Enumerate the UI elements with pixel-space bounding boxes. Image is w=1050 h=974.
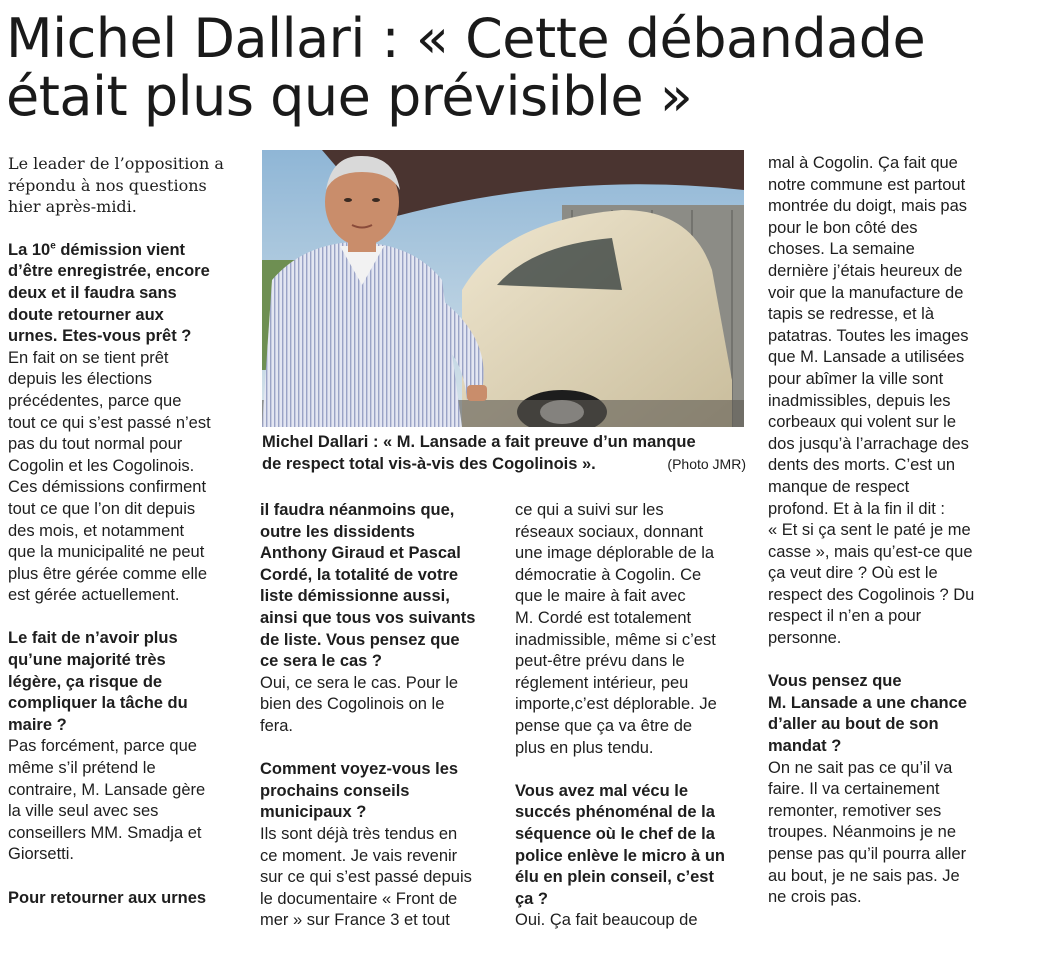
text-line: maire ? [8, 715, 67, 734]
text-line: même s’il prétend le [8, 759, 156, 778]
text-line: d’être enregistrée, encore [8, 262, 210, 281]
text-line: mal à Cogolin. Ça fait que [768, 154, 958, 172]
text-line: une image déplorable de la [515, 544, 715, 563]
text-line: Ils sont déjà très tendus en [260, 824, 458, 843]
question-2 [8, 628, 244, 736]
text-line: séquence où le chef de la [515, 824, 715, 843]
text-line: que le maire à fait avec [515, 587, 686, 606]
text-line: Cogolin et les Cogolinois. [8, 456, 195, 475]
answer-5-start [515, 910, 747, 932]
text-line: Ces démissions confirment [8, 478, 207, 497]
photo-illustration [262, 150, 744, 427]
article-headline [6, 7, 1046, 128]
text-line: précédentes, parce que [8, 391, 182, 410]
answer-1 [8, 348, 244, 607]
text-line: démocratie à Cogolin. Ce [515, 565, 702, 584]
answer-6 [768, 758, 1008, 909]
text-line: succés phénoménal de la [515, 803, 715, 822]
text-line: hier après-midi. [8, 197, 137, 217]
text-line: faire. Il va certainement [768, 780, 940, 799]
text-line: municipaux ? [260, 803, 367, 822]
text-line: En fait on se tient prêt [8, 348, 169, 367]
text-line: profond. Et à la fin il dit : [768, 499, 946, 518]
text-line: Pas forcément, parce que [8, 737, 197, 756]
text-line: plus être gérée comme elle [8, 564, 208, 583]
text-line: ça ? [515, 889, 549, 908]
text-line: pas du tout normal pour [8, 435, 183, 454]
text-line: liste démissionne aussi, [260, 587, 450, 606]
text-line: casse », mais qu’est-ce que [768, 542, 973, 561]
text-line: deux et il faudra sans [8, 283, 177, 302]
answer-5-continued [768, 153, 1008, 650]
text-line: compliquer la tâche du [8, 694, 188, 713]
text-line: dents des morts. C’est un [768, 456, 956, 475]
text-line: pour abîmer la ville sont [768, 369, 944, 388]
text-line: pour le bon côté des [768, 218, 918, 237]
text-line: Le fait de n’avoir plus [8, 629, 178, 648]
text-line: voir que la manufacture de [768, 283, 964, 302]
text-line: inadmissibles, depuis les [768, 391, 951, 410]
text-line: inadmissible, même si c’est [515, 630, 716, 649]
ordinal-superscript: e [50, 240, 56, 252]
text-line: pense que ça va être de [515, 716, 693, 735]
text-line: personne. [768, 629, 842, 648]
text-line: ce moment. Je vais revenir [260, 846, 458, 865]
text-line: Vous avez mal vécu le [515, 781, 689, 800]
text-line: respect des Cogolinois ? Du [768, 585, 975, 604]
text-line: qu’une majorité très [8, 651, 166, 670]
text-line: importe,c’est déplorable. Je [515, 695, 717, 714]
text-line: La 10e démission vient [8, 240, 186, 259]
answer-3 [260, 673, 492, 738]
text-line: ne crois pas. [768, 888, 862, 907]
text-line: corbeaux qui volent sur le [768, 413, 957, 432]
text-line: ça veut dire ? Où est le [768, 564, 938, 583]
text-line: Oui, ce sera le cas. Pour le [260, 673, 459, 692]
text-line: Vous pensez que [768, 672, 902, 691]
question-5 [515, 781, 747, 911]
text-line: dos jusqu’à l’arrachage des [768, 434, 969, 453]
question-6 [768, 671, 1008, 757]
text-line: police enlève le micro à un [515, 846, 725, 865]
text-line: contraire, M. Lansade gère [8, 780, 206, 799]
headline-line-1: Michel Dallari : « Cette débandade [6, 7, 926, 70]
text-line: troupes. Néanmoins je ne [768, 823, 957, 842]
headline-line-2: était plus que prévisible » [6, 65, 693, 128]
answer-4-start [260, 824, 492, 932]
text-line: il faudra néanmoins que, [260, 501, 455, 519]
text-line: respect il n’en a pour [768, 607, 922, 626]
text-line: mer » sur France 3 et tout [260, 911, 450, 930]
text-line: Comment voyez-vous les [260, 760, 459, 779]
text-line: choses. La semaine [768, 240, 915, 259]
text-line: doute retourner aux [8, 305, 164, 324]
text-line: des mois, et notamment [8, 521, 185, 540]
text-line: outre les dissidents [260, 522, 415, 541]
text-line: conseillers MM. Smadja et [8, 823, 202, 842]
text-line: M. Lansade a une chance [768, 693, 967, 712]
text-line: que la municipalité ne peut [8, 543, 205, 562]
text-line: sur ce qui s’est passé depuis [260, 868, 472, 887]
photo-credit: (Photo JMR) [667, 455, 746, 472]
text-line: au bout, je ne sais pas. Je [768, 866, 960, 885]
text-line: remonter, remotiver ses [768, 801, 942, 820]
text-line: tout ce que l’on dit depuis [8, 499, 196, 518]
text-line: dernière j’étais heureux de [768, 261, 963, 280]
text-line: Pour retourner aux urnes [8, 888, 207, 907]
caption-line-1: Michel Dallari : « M. Lansade a fait preuve d’un manque [262, 433, 696, 451]
photo-caption [262, 432, 746, 475]
article-column-1 [8, 153, 244, 909]
text-line: de liste. Vous pensez que [260, 630, 460, 649]
text-line: pense pas qu’il pourra aller [768, 845, 967, 863]
text-line: Giorsetti. [8, 845, 75, 864]
text-line: le documentaire « Front de [260, 889, 458, 908]
answer-2 [8, 736, 244, 866]
text-line: bien des Cogolinois on le [260, 695, 445, 714]
text-line: réglement intérieur, peu [515, 673, 689, 692]
text-line: fera. [260, 716, 294, 735]
question-3-start [8, 888, 244, 910]
text-line: d’aller au bout de son [768, 715, 939, 734]
answer-4-continued [515, 500, 747, 759]
caption-line-2: de respect total vis-à-vis des Cogolinois ». [262, 454, 596, 473]
text-line: notre commune est partout [768, 175, 966, 194]
text-line: élu en plein conseil, c’est [515, 868, 714, 887]
article-column-4 [768, 153, 1008, 909]
text-line: plus en plus tendu. [515, 738, 654, 757]
article-column-2 [260, 500, 492, 932]
article-photo [262, 150, 744, 427]
text-line: que M. Lansade a utilisées [768, 348, 965, 367]
text-line: mandat ? [768, 737, 842, 756]
question-3-continued [260, 500, 492, 673]
text-line: Le leader de l’opposition a [8, 154, 224, 173]
text-line: peut-être prévu dans le [515, 652, 685, 671]
text-line: est gérée actuellement. [8, 586, 180, 605]
intro-paragraph [8, 153, 244, 218]
text-line: tapis se redresse, et là [768, 305, 934, 324]
text-line: Anthony Giraud et Pascal [260, 544, 461, 563]
text-line: patatras. Toutes les images [768, 326, 969, 345]
text-line: urnes. Etes-vous prêt ? [8, 327, 192, 346]
text-line: montrée du doigt, mais pas [768, 197, 968, 216]
text-line: ce qui a suivi sur les [515, 501, 664, 519]
text-line: « Et si ça sent le paté je me [768, 521, 971, 540]
text-line: Oui. Ça fait beaucoup de [515, 911, 698, 930]
text-line: Cordé, la totalité de votre [260, 565, 459, 584]
text-line: prochains conseils [260, 781, 410, 800]
text-line: On ne sait pas ce qu’il va [768, 758, 953, 777]
text-line: ainsi que tous vos suivants [260, 608, 476, 627]
question-1 [8, 240, 244, 348]
text-line: la ville seul avec ses [8, 802, 159, 821]
text-line: depuis les élections [8, 370, 153, 389]
text-line: M. Cordé est totalement [515, 608, 692, 627]
text-line: manque de respect [768, 477, 910, 496]
text-line: ce sera le cas ? [260, 652, 383, 671]
article-column-3 [515, 500, 747, 932]
question-4 [260, 759, 492, 824]
text-line: répondu à nos questions [8, 175, 207, 195]
text-line: légère, ça risque de [8, 672, 163, 691]
text-line: réseaux sociaux, donnant [515, 522, 704, 541]
text-line: tout ce qui s’est passé n’est [8, 413, 211, 432]
